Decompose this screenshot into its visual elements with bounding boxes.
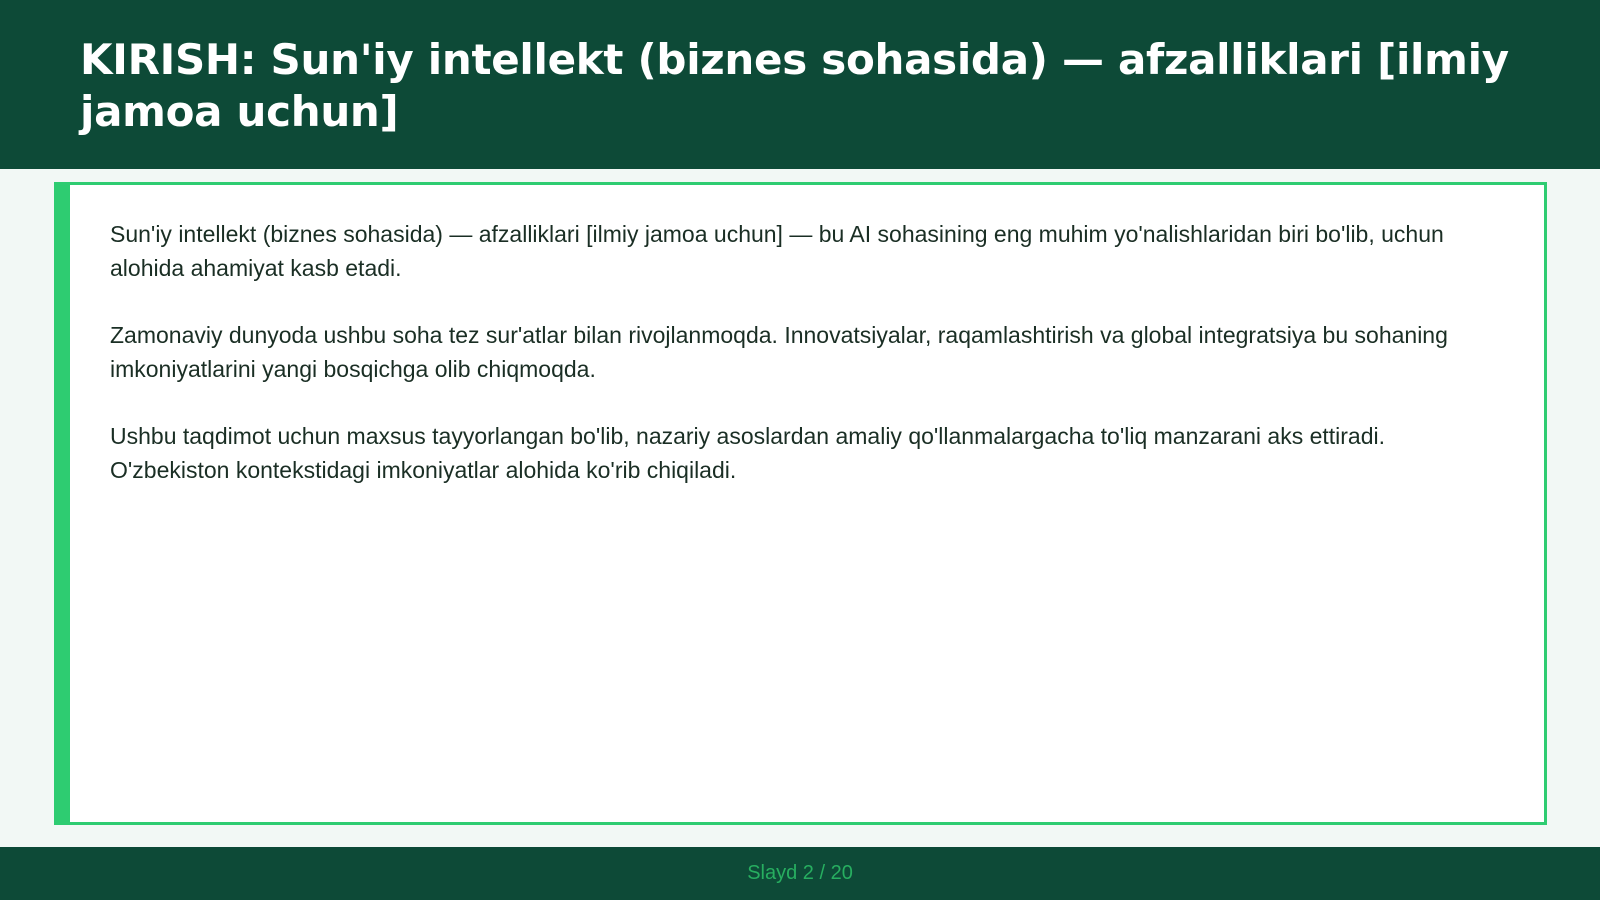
- slide-footer: [0, 847, 1600, 900]
- intro-paragraph: Sun'iy intellekt (biznes sohasida) — afzalliklari [ilmiy jamoa uchun] — bu AI sohasining eng muhim yo'nalishlaridan biri bo'lib, uchun alohida ahamiyat kasb etadi.: [110, 221, 1444, 281]
- content-panel: [54, 182, 1547, 825]
- purpose-paragraph: Ushbu taqdimot uchun maxsus tayyorlangan bo'lib, nazariy asoslardan amaliy qo'llanmalargacha to'liq manzarani aks ettiradi. O'zbekiston kontekstidagi imkoniyatlar alohida ko'rib chiqiladi.: [110, 423, 1386, 483]
- trend-paragraph: Zamonaviy dunyoda ushbu soha tez sur'atlar bilan rivojlanmoqda. Innovatsiyalar, raqamlashtirish va global integratsiya bu sohaning imkoniyatlarini yangi bosqichga olib chiqmoqda.: [110, 322, 1448, 382]
- slide-counter: Slayd 2 / 20: [747, 862, 853, 884]
- slide-title: KIRISH: Sun'iy intellekt (biznes sohasida) — afzalliklari [ilmiy jamoa uchun]: [80, 35, 1509, 136]
- slide-header: [0, 0, 1600, 169]
